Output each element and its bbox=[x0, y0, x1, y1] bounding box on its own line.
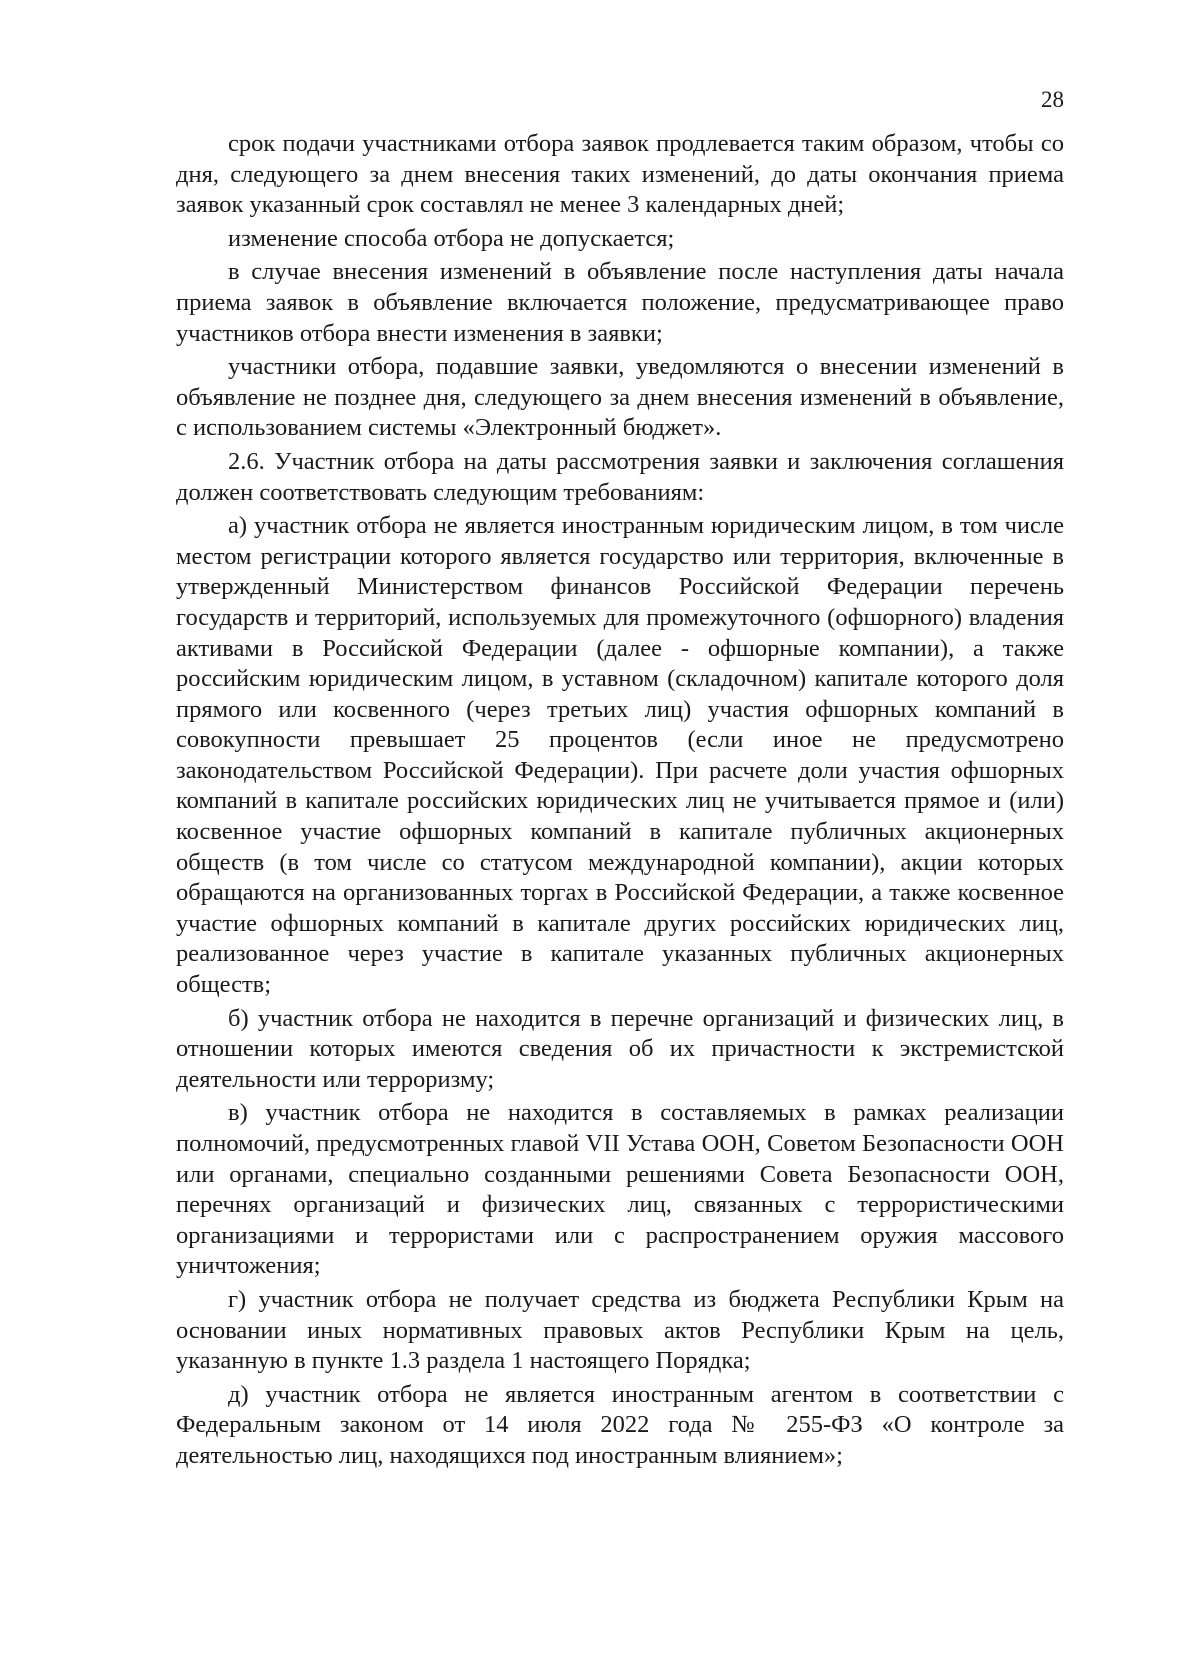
paragraph-item-b: б) участник отбора не находится в перечне организаций и физических лиц, в отношении которых имеются сведения об их причастности к экстремистской деятельности или терроризму; bbox=[176, 1004, 1064, 1093]
paragraph-deadline-extension: срок подачи участниками отбора заявок продлевается таким образом, чтобы со дня, следующего за днем внесения таких изменений, до даты окончания приема заявок указанный срок составлял не менее 3 календарных дней; bbox=[176, 130, 1064, 219]
paragraph-item-d: д) участник отбора не является иностранным агентом в соответствии с Федеральным законом от 14 июля 2022 года № 255-ФЗ «О контроле за деятельностью лиц, находящихся под иностранным влиянием»; bbox=[176, 1380, 1064, 1469]
paragraph-item-a: а) участник отбора не является иностранным юридическим лицом, в том числе местом регистрации которого является государство или территория, включенные в утвержденный Министерством финансов Российской Федерации перечень государств и территорий, используемых для промежуточного (офшорного) владения активами в Российской Федерации (далее - офшорные компании), а также российским юридическим лицом, в уставном (складочном) капитале которого доля прямого или косвенного (через третьих лиц) участия офшорных компаний в совокупности превышает 25 процентов (если иное не предусмотрено законодательством Российской Федерации). При расчете доли участия офшорных компаний в капитале российских юридических лиц не учитывается прямое и (или) косвенное участие офшорных компаний в капитале публичных акционерных обществ (в том числе со статусом международной компании), акции которых обращаются на организованных торгах в Российской Федерации, а также косвенное участие офшорных компаний в капитале других российских юридических лиц, реализованное через участие в капитале указанных публичных акционерных обществ; bbox=[176, 512, 1064, 999]
paragraph-item-g: г) участник отбора не получает средства из бюджета Республики Крым на основании иных нормативных правовых актов Республики Крым на цель, указанную в пункте 1.3 раздела 1 настоящего Порядка; bbox=[176, 1285, 1064, 1375]
paragraph-item-v: в) участник отбора не находится в составляемых в рамках реализации полномочий, предусмотренных главой VII Устава ООН, Советом Безопасности ООН или органами, специально созданными решениями Совета Безопасности ООН, перечнях организаций и физических лиц, связанных с террористическими организациями и террористами или с распространением оружия массового уничтожения; bbox=[176, 1099, 1064, 1280]
paragraph-notification: участники отбора, подавшие заявки, уведомляются о внесении изменений в объявление не позднее дня, следующего за днем внесения изменений в объявление, с использованием системы «Электронный бюджет». bbox=[176, 353, 1064, 442]
page-number: 28 bbox=[1041, 87, 1064, 112]
paragraph-changes-after-start: в случае внесения изменений в объявление после наступления даты начала приема заявок в объявление включается положение, предусматривающее право участников отбора внести изменения в заявки; bbox=[176, 258, 1064, 347]
document-body bbox=[176, 129, 1064, 1472]
paragraph-method-change: изменение способа отбора не допускается; bbox=[228, 224, 675, 252]
paragraph-2-6-requirements: 2.6. Участник отбора на даты рассмотрения заявки и заключения соглашения должен соответствовать следующим требованиям: bbox=[176, 447, 1064, 506]
